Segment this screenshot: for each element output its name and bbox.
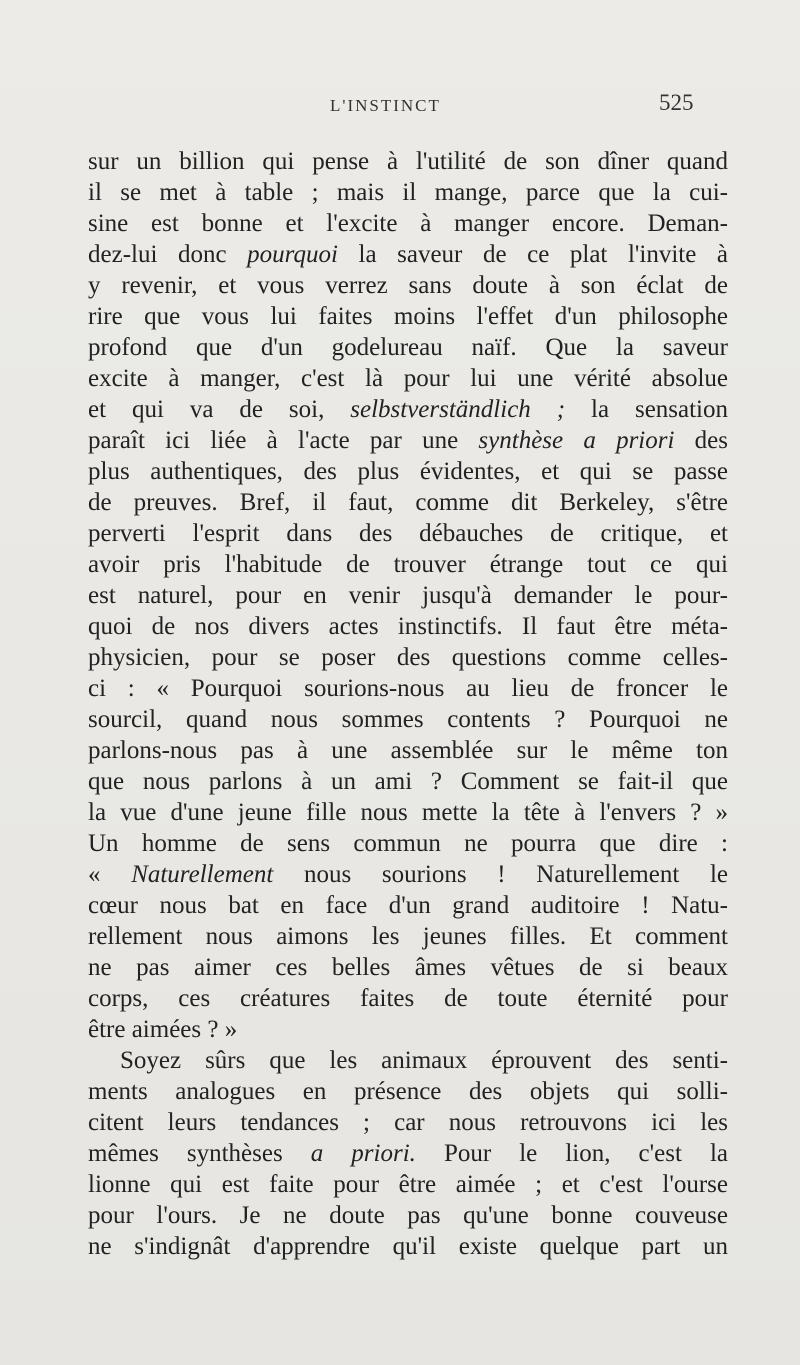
text-line: perverti l'esprit dans des débauches de critique, et	[88, 520, 728, 547]
text-line: de preuves. Bref, il faut, comme dit Berkeley, s'être	[88, 489, 728, 516]
text-line: est naturel, pour en venir jusqu'à demander le pour-	[88, 582, 728, 609]
text-line: cœur nous bat en face d'un grand auditoire ! Natu-	[88, 892, 728, 919]
text-line: pour l'ours. Je ne doute pas qu'une bonne couveuse	[88, 1202, 728, 1229]
text-line: être aimées ? »	[88, 1016, 238, 1043]
text-line: « Naturellement nous sourions ! Naturellement le	[88, 861, 728, 888]
text-line: avoir pris l'habitude de trouver étrange tout ce qui	[88, 551, 728, 578]
text-line: excite à manger, c'est là pour lui une vérité absolue	[88, 365, 728, 392]
text-line: profond que d'un godelureau naïf. Que la saveur	[88, 334, 728, 361]
text-line: ne pas aimer ces belles âmes vêtues de si beaux	[88, 954, 728, 981]
text-line: sur un billion qui pense à l'utilité de son dîner quand	[88, 148, 728, 175]
text-line: sine est bonne et l'excite à manger encore. Deman-	[88, 210, 728, 237]
text-line: sourcil, quand nous sommes contents ? Pourquoi ne	[88, 706, 728, 733]
text-line: Un homme de sens commun ne pourra que dire :	[88, 830, 728, 857]
text-line: que nous parlons à un ami ? Comment se fait-il que	[88, 768, 728, 795]
text-line: citent leurs tendances ; car nous retrouvons ici les	[88, 1109, 728, 1136]
text-line: plus authentiques, des plus évidentes, et qui se passe	[88, 458, 728, 485]
text-line: ments analogues en présence des objets qui solli-	[88, 1078, 728, 1105]
text-line: corps, ces créatures faites de toute éternité pour	[88, 985, 728, 1012]
running-head	[0, 86, 800, 126]
text-line: y revenir, et vous verrez sans doute à son éclat de	[88, 272, 728, 299]
text-line: parlons-nous pas à une assemblée sur le même ton	[88, 737, 728, 764]
text-line: mêmes synthèses a priori. Pour le lion, c'est la	[88, 1140, 728, 1167]
italic-word: a priori.	[310, 1140, 416, 1167]
page-number: 525	[659, 90, 694, 115]
text-line: il se met à table ; mais il mange, parce que la cui-	[88, 179, 728, 206]
text-line: rire que vous lui faites moins l'effet d'un philosophe	[88, 303, 728, 330]
italic-word: selbstverständlich ;	[350, 396, 566, 423]
italic-word: Naturellement	[131, 861, 274, 888]
running-title: L'INSTINCT	[330, 96, 441, 115]
italic-word: synthèse a priori	[478, 427, 675, 454]
text-line: la vue d'une jeune fille nous mette la tête à l'envers ? »	[88, 799, 728, 826]
text-line: rellement nous aimons les jeunes filles. Et comment	[88, 923, 728, 950]
text-line: ci : « Pourquoi sourions-nous au lieu de froncer le	[88, 675, 728, 702]
text-line: lionne qui est faite pour être aimée ; et c'est l'ourse	[88, 1171, 728, 1198]
text-line: physicien, pour se poser des questions comme celles-	[88, 644, 728, 671]
text-line: quoi de nos divers actes instinctifs. Il faut être méta-	[88, 613, 728, 640]
text-line: dez-lui donc pourquoi la saveur de ce plat l'invite à	[88, 241, 728, 268]
text-line: Soyez sûrs que les animaux éprouvent des senti-	[120, 1047, 728, 1074]
text-line: paraît ici liée à l'acte par une synthèse a priori des	[88, 427, 728, 454]
body-text	[88, 146, 728, 1262]
text-line: et qui va de soi, selbstverständlich ; la sensation	[88, 396, 728, 423]
italic-word: pourquoi	[247, 241, 338, 268]
text-line: ne s'indignât d'apprendre qu'il existe quelque part un	[88, 1233, 728, 1260]
